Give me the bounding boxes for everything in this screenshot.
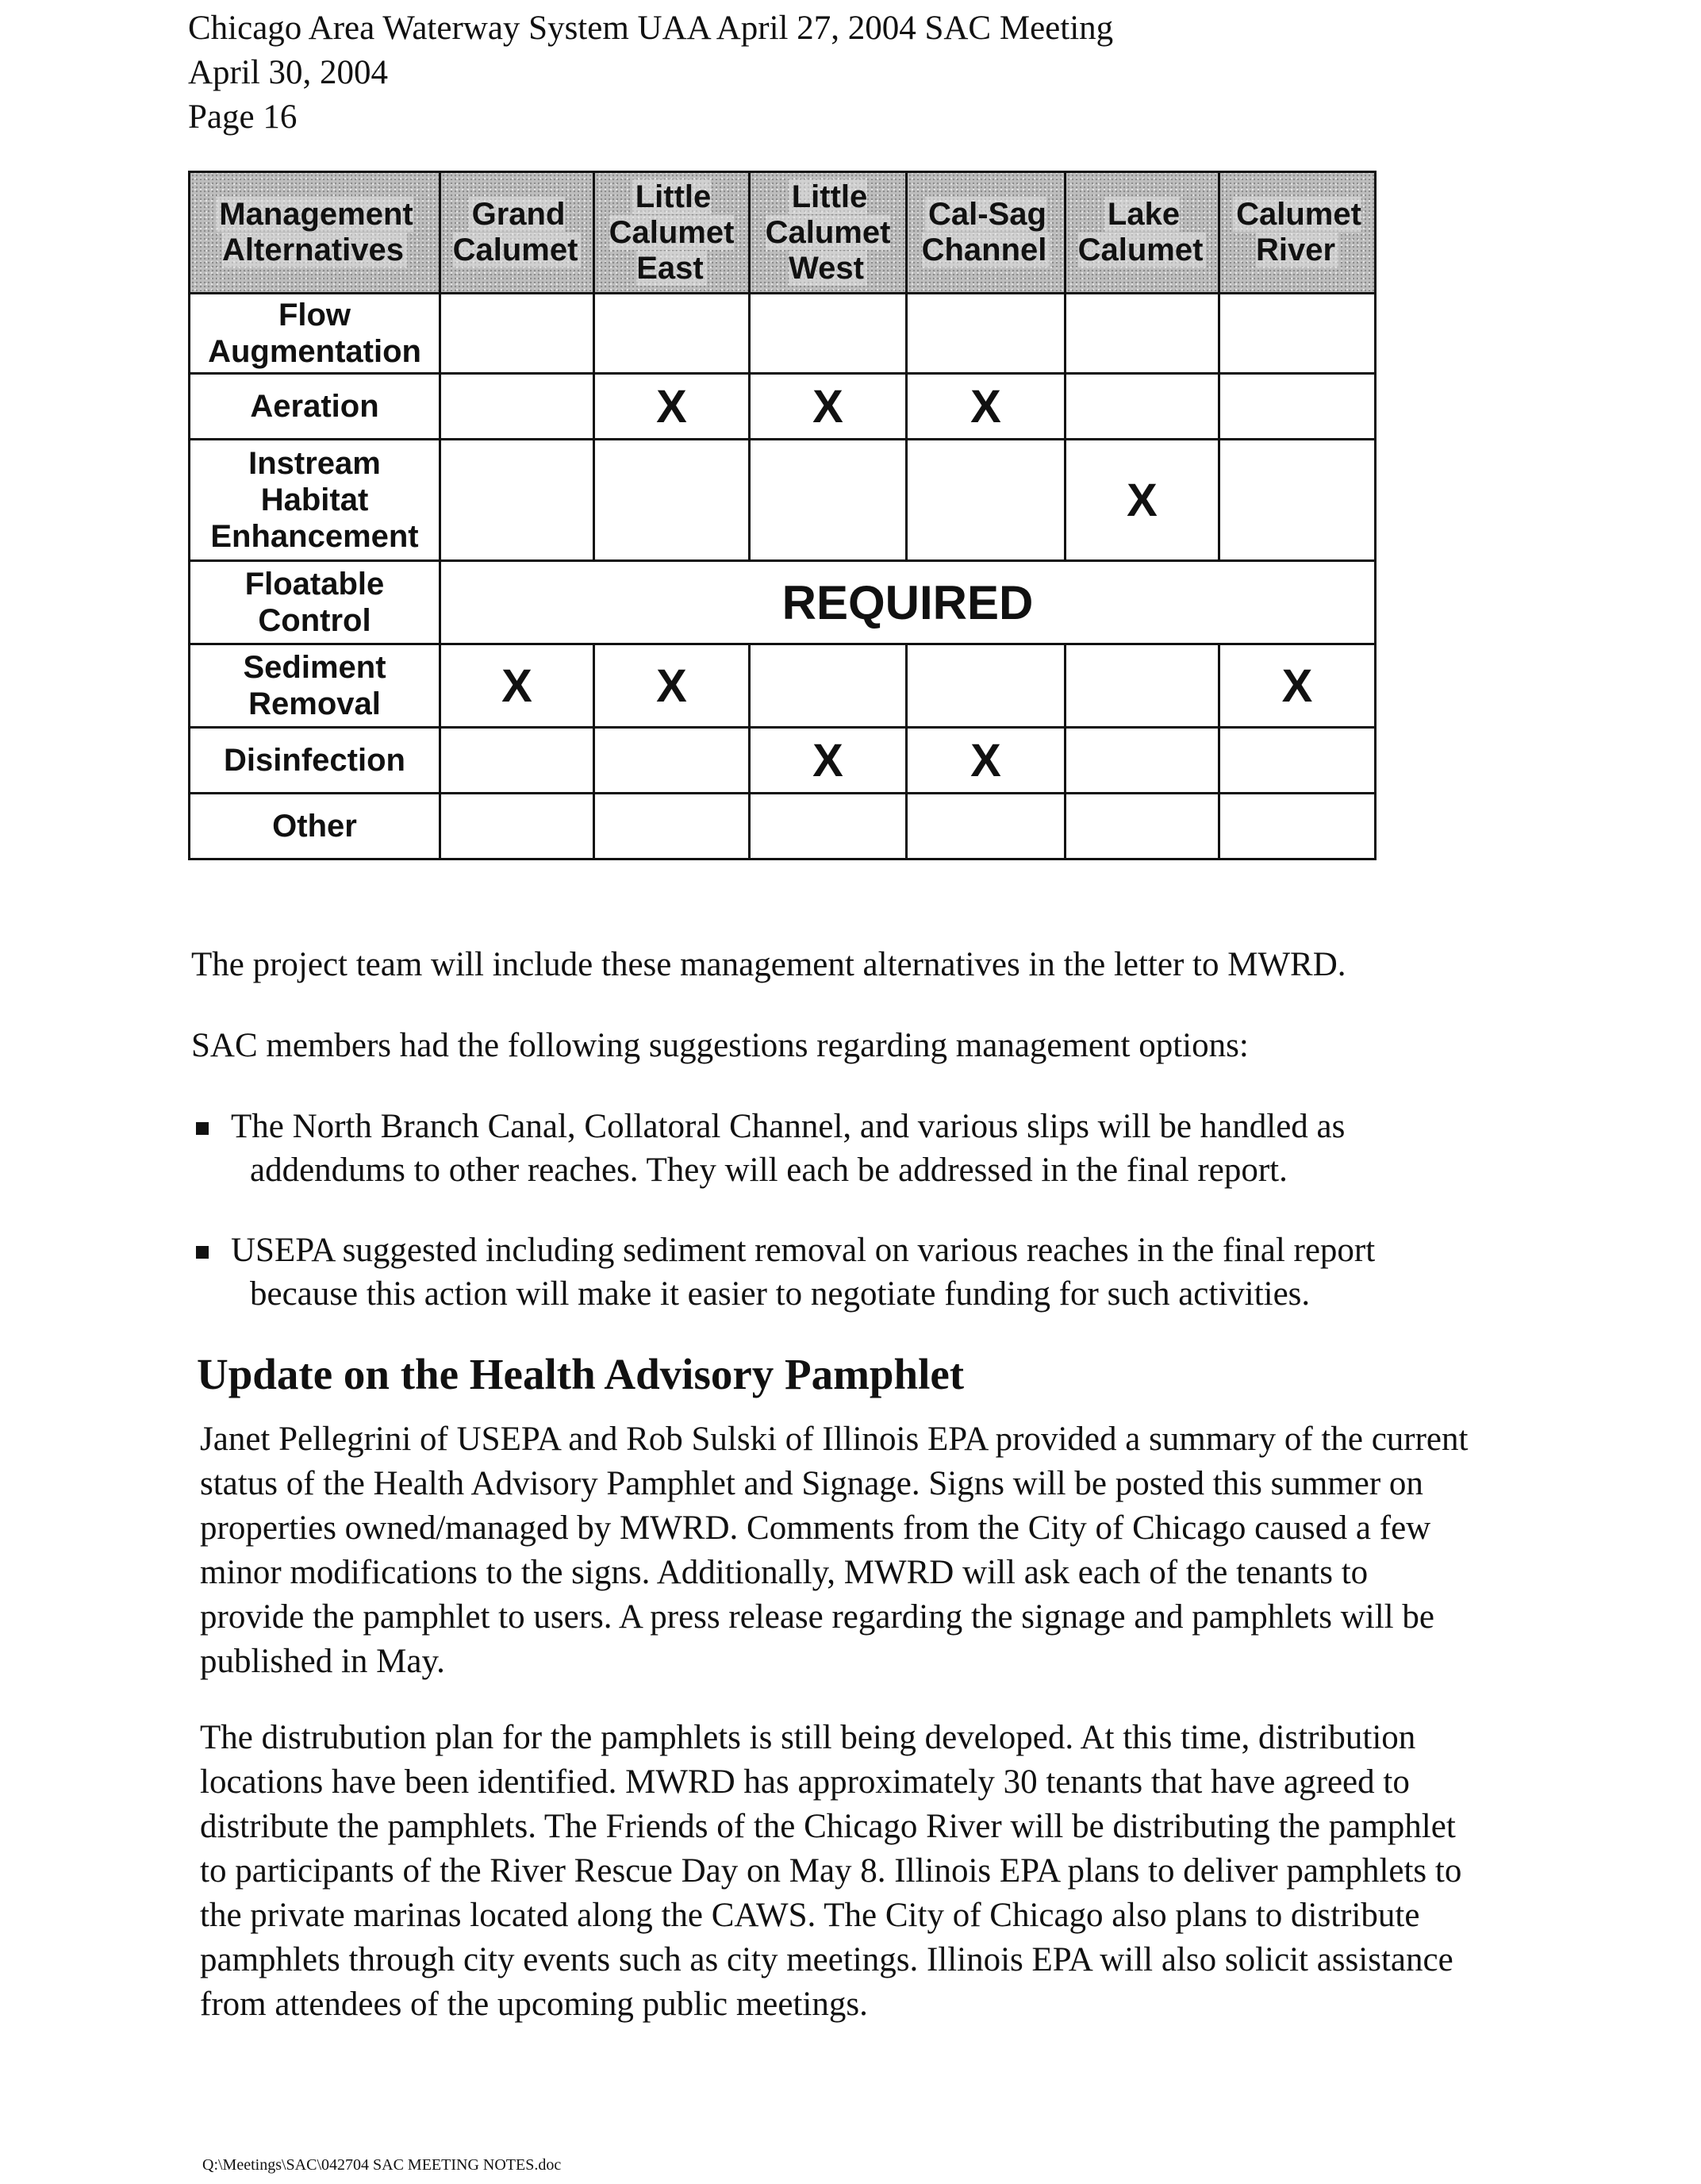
paragraph-line: to participants of the River Rescue Day on May 8. Illinois EPA plans to deliver pamphlets to [200,1852,1462,1890]
table-cell [594,294,750,374]
header-date: April 30, 2004 [188,54,389,91]
required-span-cell: REQUIRED [440,561,1376,644]
table-cell [594,440,750,561]
table-cell: X [1219,644,1376,728]
distribution-paragraph [200,1716,1644,2027]
table-cell: X [594,644,750,728]
header-cell-cal-sag-channel: Cal-Sag Channel [907,172,1066,294]
table-cell [440,294,594,374]
table-row [190,374,1376,440]
table-cell: X [907,374,1066,440]
table-cell [594,794,750,859]
row-label-disinfection: Disinfection [190,728,440,794]
footer-file-path: Q:\Meetings\SAC\042704 SAC MEETING NOTES.doc [202,2156,562,2174]
table-header-row [190,172,1376,294]
bullet-line: USEPA suggested including sediment removal on various reaches in the final report [231,1232,1376,1269]
row-label-sediment-removal: Sediment Removal [190,644,440,728]
table-cell: X [750,374,907,440]
bullet-line: addendums to other reaches. They will each be addressed in the final report. [250,1152,1288,1189]
table-cell [907,440,1066,561]
table-row [190,644,1376,728]
table-cell [907,644,1066,728]
header-cell-lake-calumet: Lake Calumet [1066,172,1219,294]
paragraph-line: minor modifications to the signs. Additionally, MWRD will ask each of the tenants to [200,1554,1369,1591]
sac-suggestions-paragraph: SAC members had the following suggestions regarding management options: [191,1027,1249,1064]
table-cell [1066,294,1219,374]
header-cell-grand-calumet: Grand Calumet [440,172,594,294]
bullet-line: The North Branch Canal, Collatoral Channel, and various slips will be handled as [231,1108,1346,1145]
header-cell-calumet-river: Calumet River [1219,172,1376,294]
table-cell: X [907,728,1066,794]
header-cell-little-calumet-east: Little Calumet East [594,172,750,294]
table-cell [440,794,594,859]
paragraph-line: Janet Pellegrini of USEPA and Rob Sulski of Illinois EPA provided a summary of the current [200,1421,1469,1458]
bullet-item [191,1105,1588,1192]
paragraph-line: provide the pamphlet to users. A press release regarding the signage and pamphlets will be [200,1598,1434,1636]
header-cell-management-alternatives: Management Alternatives [190,172,440,294]
bullet-line: because this action will make it easier to negotiate funding for such activities. [250,1275,1311,1313]
table-cell [1219,440,1376,561]
paragraph-line: from attendees of the upcoming public meetings. [200,1986,868,2023]
table-cell [907,294,1066,374]
table-cell [750,440,907,561]
table-cell: X [1066,440,1219,561]
management-alternatives-table [188,171,1377,860]
table-cell: X [594,374,750,440]
table-row [190,561,1376,644]
table-row [190,294,1376,374]
project-team-paragraph: The project team will include these management alternatives in the letter to MWRD. [191,946,1346,983]
paragraph-line: The distrubution plan for the pamphlets is still being developed. At this time, distribution [200,1719,1416,1756]
table-cell: X [440,644,594,728]
table-cell [1066,644,1219,728]
paragraph-line: properties owned/managed by MWRD. Comments from the City of Chicago caused a few [200,1509,1431,1547]
header-meeting-title: Chicago Area Waterway System UAA April 27, 2004 SAC Meeting [188,10,1114,47]
table-cell: X [750,728,907,794]
table-row [190,794,1376,859]
table-row [190,728,1376,794]
row-label-flow-augmentation: Flow Augmentation [190,294,440,374]
section-heading: Update on the Health Advisory Pamphlet [197,1350,965,1398]
table-cell [440,374,594,440]
table-row [190,440,1376,561]
table-cell [750,794,907,859]
table-cell [1066,374,1219,440]
table-cell [594,728,750,794]
row-label-aeration: Aeration [190,374,440,440]
table-cell [750,294,907,374]
table-cell [1219,794,1376,859]
bullet-item [191,1228,1588,1316]
table-cell [1219,294,1376,374]
paragraph-line: status of the Health Advisory Pamphlet and Signage. Signs will be posted this summer on [200,1465,1423,1502]
table-cell [440,440,594,561]
paragraph-line: locations have been identified. MWRD has approximately 30 tenants that have agreed to [200,1763,1410,1801]
square-bullet-icon [196,1246,209,1259]
header-cell-little-calumet-west: Little Calumet West [750,172,907,294]
paragraph-line: distribute the pamphlets. The Friends of the Chicago River will be distributing the pamphlet [200,1808,1456,1845]
paragraph-line: the private marinas located along the CAWS. The City of Chicago also plans to distribute [200,1897,1420,1934]
row-label-floatable-control: Floatable Control [190,561,440,644]
row-label-other: Other [190,794,440,859]
square-bullet-icon [196,1122,209,1135]
header-page-number: Page 16 [188,98,298,136]
page-header [188,6,1113,140]
table-cell [1219,374,1376,440]
table-cell [440,728,594,794]
table-cell [1066,728,1219,794]
paragraph-line: pamphlets through city events such as city meetings. Illinois EPA will also solicit assistance [200,1941,1453,1978]
paragraph-line: published in May. [200,1643,445,1680]
table-cell [1219,728,1376,794]
table-cell [1066,794,1219,859]
table-cell [750,644,907,728]
table-cell [907,794,1066,859]
row-label-instream-habitat-enhancement: Instream Habitat Enhancement [190,440,440,561]
update-paragraph [200,1417,1644,1684]
